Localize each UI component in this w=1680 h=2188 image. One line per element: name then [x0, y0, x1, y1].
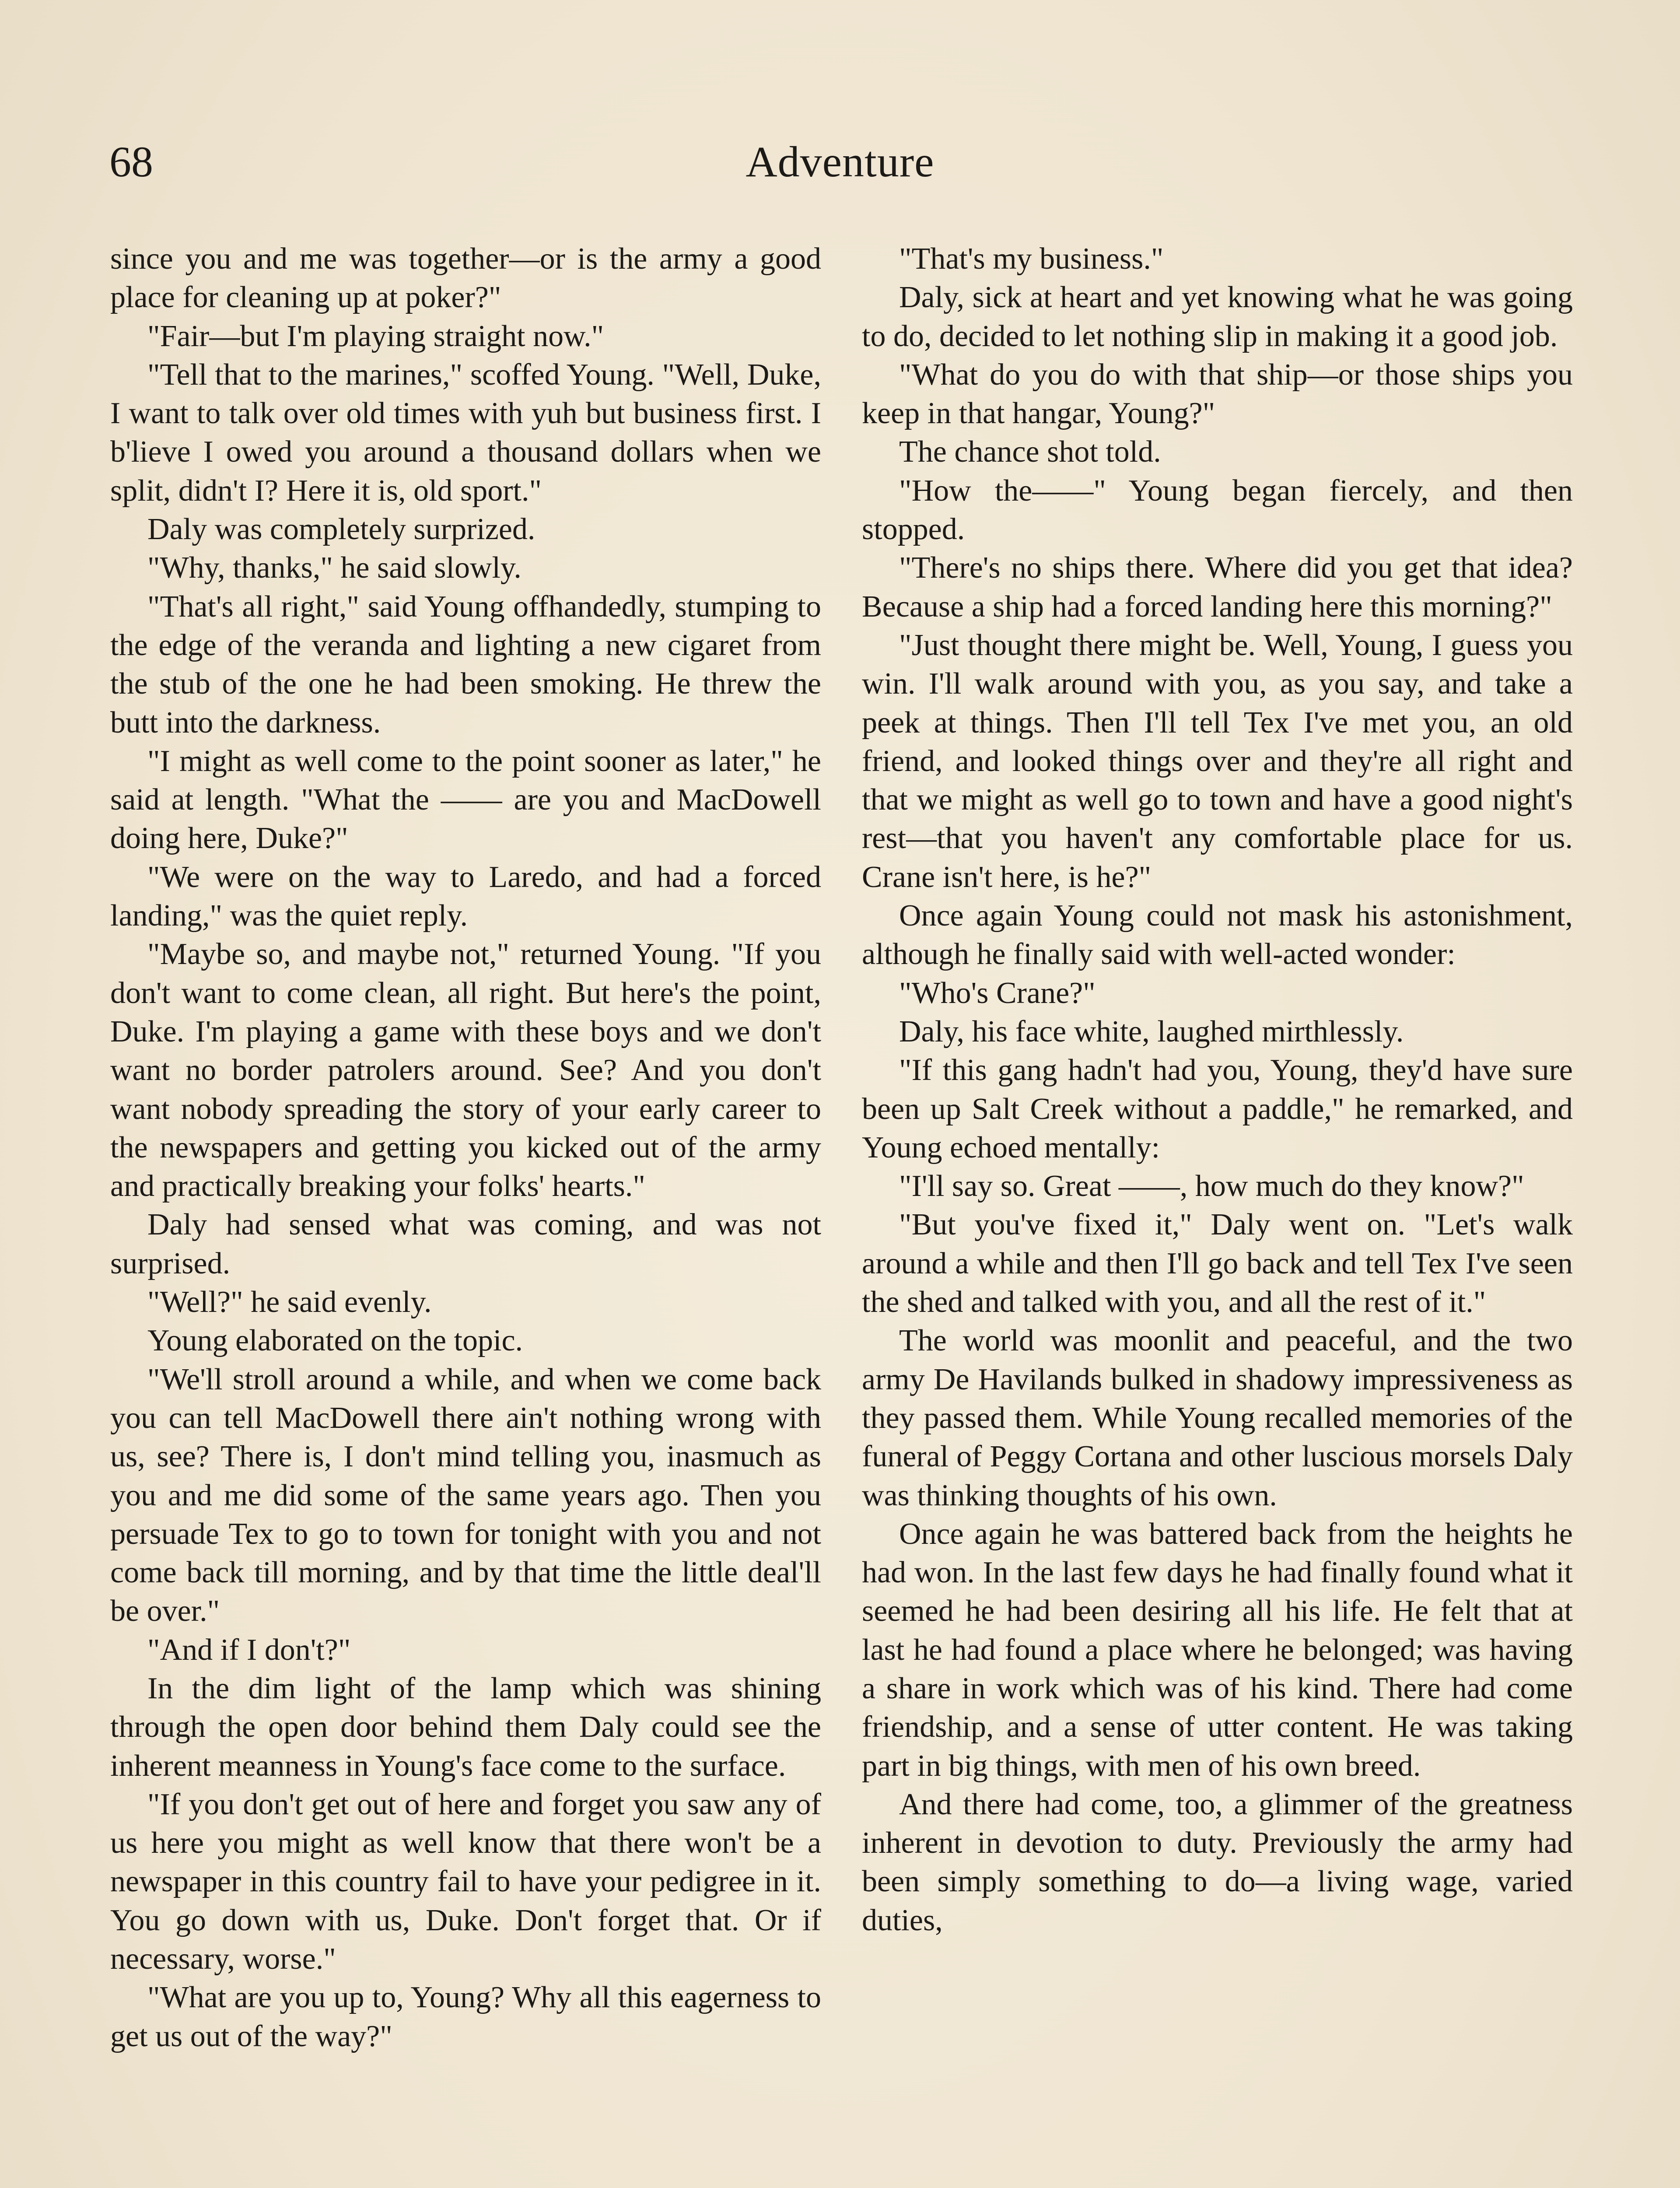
paragraph: "We'll stroll around a while, and when we come back you can tell MacDowell there ain't nothing wrong with us, see? There is, I don't mind telling you, inasmuch as you and me did some of the same years ago. Then you persuade Tex to go to town for tonight with you and not come back till morning, and by that time the little deal'll be over."	[110, 1362, 821, 1628]
paragraph: "Well?" he said evenly.	[147, 1285, 432, 1319]
paragraph: The world was moonlit and peaceful, and the two army De Havilands bulked in shadowy impressiveness as they passed them. While Young recalled memories of the funeral of Peggy Cortana and other luscious morsels Daly was thinking thoughts of his own.	[862, 1324, 1573, 1512]
paragraph: "If you don't get out of here and forget you saw any of us here you might as well know that there won't be a newspaper in this country fail to have your pedigree in it. You go down with us, Duke. Don't forget that. Or if necessary, worse."	[110, 1787, 821, 1976]
paragraph: "Tell that to the marines," scoffed Young. "Well, Duke, I want to talk over old times with yuh but business first. I b'lieve I owed you around a thousand dollars when we split, didn't I? Here it is, old sport."	[110, 358, 821, 508]
paragraph: since you and me was together—or is the army a good place for cleaning up at poker?"	[110, 242, 821, 315]
paragraph: "That's my business."	[899, 242, 1164, 276]
paragraph: "Maybe so, and maybe not," returned Young. "If you don't want to come clean, all right. But here's the point, Duke. I'm playing a game with these boys and we don't want no border patrolers around. See? And you don't want nobody spreading the story of your early career to the newspapers and getting you kicked out of the army and practically breaking your folks' hearts."	[110, 937, 821, 1203]
paragraph: "What do you do with that ship—or those ships you keep in that hangar, Young?"	[862, 358, 1573, 431]
page-number: 68	[109, 137, 153, 186]
paragraph: The chance shot told.	[899, 435, 1161, 469]
paragraph: "We were on the way to Laredo, and had a forced landing," was the quiet reply.	[110, 860, 821, 933]
paragraph: Daly was completely surprized.	[147, 512, 536, 547]
paragraph: "And if I don't?"	[147, 1633, 351, 1667]
paragraph: "What are you up to, Young? Why all this eagerness to get us out of the way?"	[110, 1981, 821, 2053]
paragraph: "I might as well come to the point sooner as later," he said at length. "What the —— are you and MacDowell doing here, Duke?"	[110, 744, 821, 856]
right-text-column	[862, 240, 1573, 1940]
paragraph: And there had come, too, a glimmer of the greatness inherent in devotion to duty. Previously the army had been simply something to do—a living wage, varied duties,	[862, 1787, 1573, 1937]
paragraph: "Why, thanks," he said slowly.	[147, 551, 522, 585]
paragraph: In the dim light of the lamp which was shining through the open door behind them Daly could see the inherent meanness in Young's face come to the surface.	[110, 1671, 821, 1783]
paragraph: "Fair—but I'm playing straight now."	[147, 319, 604, 353]
paragraph: Once again he was battered back from the heights he had won. In the last few days he had finally found what it seemed he had been desiring all his life. He felt that at last he had found a place where he belonged; was having a share in work which was of his kind. There had come friendship, and a sense of utter content. He was taking part in big things, with men of his own breed.	[862, 1517, 1573, 1783]
paragraph: Daly, sick at heart and yet knowing what he was going to do, decided to let nothing slip in making it a good job.	[862, 281, 1573, 353]
paragraph: "How the——" Young began fiercely, and then stopped.	[862, 473, 1573, 547]
left-text-column	[110, 240, 821, 2056]
running-head-title: Adventure	[746, 137, 934, 186]
paragraph: "But you've fixed it," Daly went on. "Let's walk around a while and then I'll go back and tell Tex I've seen the shed and talked with you, and all the rest of it."	[862, 1208, 1573, 1319]
paragraph: Daly, his face white, laughed mirthlessly.	[899, 1014, 1404, 1048]
paragraph: Once again Young could not mask his astonishment, although he finally said with well-acted wonder:	[862, 899, 1573, 971]
paragraph: "There's no ships there. Where did you get that idea? Because a ship had a forced landing here this morning?"	[862, 551, 1573, 624]
paragraph: "Who's Crane?"	[899, 976, 1096, 1010]
paragraph: "That's all right," said Young offhandedly, stumping to the edge of the veranda and lighting a new cigaret from the stub of the one he had been smoking. He threw the butt into the darkness.	[110, 589, 821, 740]
paragraph: "If this gang hadn't had you, Young, they'd have sure been up Salt Creek without a paddle," he remarked, and Young echoed mentally:	[862, 1053, 1573, 1164]
paragraph: Young elaborated on the topic.	[147, 1324, 523, 1358]
paragraph: Daly had sensed what was coming, and was not surprised.	[110, 1208, 821, 1280]
paragraph: "Just thought there might be. Well, Young, I guess you win. I'll walk around with you, as you say, and take a peek at things. Then I'll tell Tex I've met you, an old friend, and looked things over and they're all right and that we might as well go to town and have a good night's rest—that you haven't any comfortable place for us. Crane isn't here, is he?"	[862, 628, 1573, 894]
paragraph: "I'll say so. Great ——, how much do they know?"	[899, 1169, 1524, 1203]
